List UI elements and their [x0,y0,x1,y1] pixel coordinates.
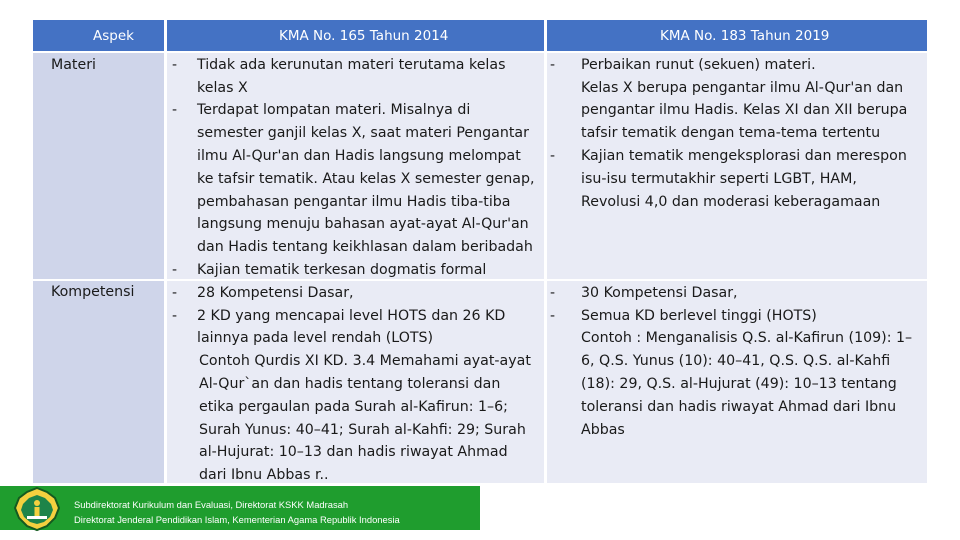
footer-line-2: Direktorat Jenderal Pendidikan Islam, Kementerian Agama Republik Indonesia [74,514,400,525]
kma2014-materi-line: semester ganjil kelas X, saat materi Pengantar [197,125,529,141]
kma2014-kompetensi-line: Contoh Qurdis XI KD. 3.4 Memahami ayat-ayat [199,353,531,369]
kma2019-kompetensi-line: (18): 29, Q.S. al-Hujurat (49): 10–13 tentang [581,376,897,392]
kma2014-materi-line: Terdapat lompatan materi. Misalnya di [197,102,471,118]
header-kma-2019-label: KMA No. 183 Tahun 2019 [660,27,830,44]
aspect-materi-label: Materi [51,57,97,73]
bullet-dash: - [550,308,556,324]
header-kma-2019 [547,20,927,51]
kma2014-kompetensi-line: dari Ibnu Abbas r.. [199,467,329,483]
kma2014-kompetensi-line: Surah Yunus: 40–41; Surah al-Kahfi: 29; Surah [199,422,526,438]
kma2014-materi-line: pembahasan pengantar ilmu Hadis tiba-tiba [197,194,511,210]
kementerian-agama-logo-icon [11,486,63,532]
kma2014-kompetensi-line: al-Hujurat: 10–13 dan hadis riwayat Ahmad [199,444,508,460]
kma2014-kompetensi-line: 2 KD yang mencapai level HOTS dan 26 KD [197,308,506,324]
kma2019-materi-line: Revolusi 4,0 dan moderasi keberagamaan [581,194,881,210]
kma2014-kompetensi-line: etika pergaulan pada Surah al-Kafirun: 1–6; [199,399,508,415]
bullet-dash: - [172,102,178,118]
header-aspek-label: Aspek [93,27,134,44]
footer-line-1: Subdirektorat Kurikulum dan Evaluasi, Direktorat KSKK Madrasah [74,499,349,510]
kma2019-kompetensi-line: Semua KD berlevel tinggi (HOTS) [581,308,817,324]
kma2014-materi-line: ke tafsir tematik. Atau kelas X semester genap, [197,171,535,187]
row-kompetensi-aspect [33,281,164,483]
kma2019-materi-line: Kajian tematik mengeksplorasi dan merespon [581,148,907,164]
kma2019-materi-line: isu-isu termutakhir seperti LGBT, HAM, [581,171,857,187]
kma2014-materi-line: dan Hadis tentang keikhlasan dalam beribadah [197,239,533,255]
bullet-dash: - [172,57,178,73]
kma2019-kompetensi-line: Abbas [581,422,625,438]
kma2019-materi-line: Kelas X berupa pengantar ilmu Al-Qur'an dan [581,80,904,96]
kma2014-materi-line: ilmu Al-Qur'an dan Hadis langsung melompat [197,148,521,164]
kma2019-materi-line: Perbaikan runut (sekuen) materi. [581,57,816,73]
kma2019-materi-line: tafsir tematik dengan tema-tema tertentu [581,125,881,141]
bullet-dash: - [550,57,556,73]
row-materi-aspect [33,53,164,279]
kma2014-kompetensi-line: lainnya pada level rendah (LOTS) [197,330,434,346]
footer-text [74,497,400,527]
header-kma-2014-label: KMA No. 165 Tahun 2014 [279,27,449,44]
kma2014-materi-line: kelas X [197,80,248,96]
bullet-dash: - [172,285,178,301]
kma2014-materi-line: Tidak ada kerunutan materi terutama kelas [197,57,506,73]
kma2014-kompetensi-line: Al-Qur`an dan hadis tentang toleransi dan [199,376,501,392]
kma2019-kompetensi-line: 6, Q.S. Yunus (10): 40–41, Q.S. Q.S. al-Kahfi [581,353,891,369]
aspect-kompetensi-label: Kompetensi [51,284,135,300]
bullet-dash: - [172,308,178,324]
bullet-dash: - [550,148,556,164]
header-aspek [33,20,164,51]
kma2014-materi-line: Kajian tematik terkesan dogmatis formal [197,262,487,278]
kma2019-kompetensi-line: toleransi dan hadis riwayat Ahmad dari Ibnu [581,399,897,415]
bullet-dash: - [172,262,178,278]
kma2019-kompetensi-line: 30 Kompetensi Dasar, [581,285,738,301]
kma2019-materi-line: pengantar ilmu Hadis. Kelas XI dan XII berupa [581,102,908,118]
kma2019-kompetensi-line: Contoh : Menganalisis Q.S. al-Kafirun (109): 1– [581,330,913,346]
header-kma-2014 [167,20,544,51]
kma2014-materi-line: langsung menuju bahasan ayat-ayat Al-Qur'an [197,216,529,232]
bullet-dash: - [550,285,556,301]
kma2014-kompetensi-line: 28 Kompetensi Dasar, [197,285,354,301]
